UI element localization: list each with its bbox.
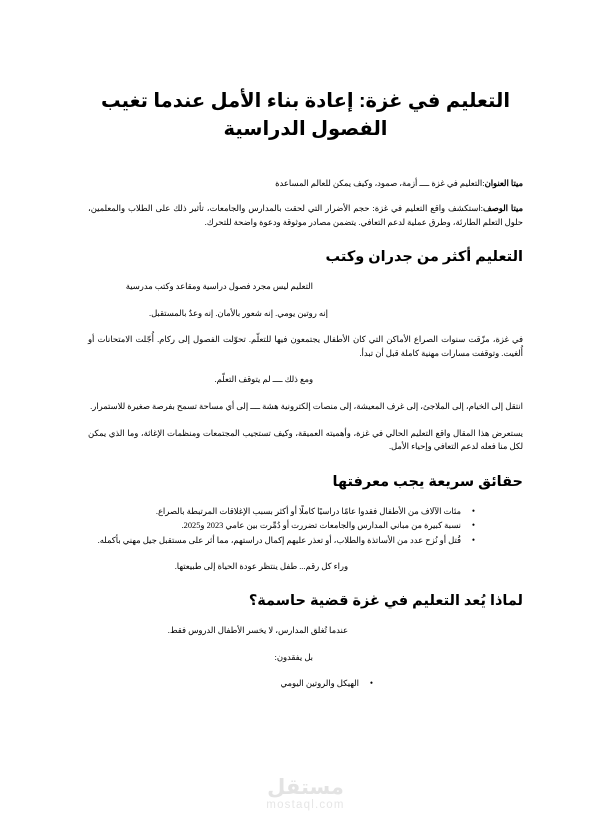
quick-facts-list xyxy=(88,505,523,548)
section-1-paragraph-3: في غزة، مزّقت سنوات الصراع الأماكن التي كان الأطفال يجتمعون فيها للتعلّم. تحوّلت الفصول إلى ركام. أُجّلت الامتحانات أو أُلغيت. وتوقفت مسارات مهنية كاملة قبل أن تبدأ. xyxy=(88,335,523,358)
losses-list xyxy=(88,677,523,691)
meta-description-line xyxy=(88,202,523,229)
watermark-latin-text: mostaql.com xyxy=(266,799,345,812)
page-title: التعليم في غزة: إعادة بناء الأمل عندما تغيب الفصول الدراسية xyxy=(100,90,511,140)
meta-title-line xyxy=(88,177,523,191)
section-1-paragraph-4: ومع ذلك ــــ لم يتوقف التعلّم. xyxy=(214,375,313,385)
section-3-paragraph-2: بل يفقدون: xyxy=(274,652,313,662)
meta-title-value: :التعليم في غزة ــــ أزمة، صمود، وكيف يمكن للعالم المساعدة xyxy=(275,179,485,189)
section-heading-3: لماذا يُعد التعليم في غزة قضية حاسمة؟ xyxy=(248,593,523,610)
meta-description-label: ميتا الوصف xyxy=(482,203,523,213)
document-content xyxy=(88,88,523,703)
section-1-paragraph-5: انتقل إلى الخيام، إلى الملاجئ، إلى غرف المعيشة، إلى منصات إلكترونية هشة ــــ إلى أي مساحة تسمح بفرصة صغيرة للاستمرار. xyxy=(90,402,523,412)
meta-title-label: ميتا العنوان xyxy=(484,179,523,189)
meta-block xyxy=(88,177,523,229)
watermark xyxy=(0,776,611,813)
section-heading-2: حقائق سريعة يجب معرفتها xyxy=(332,473,523,490)
section-1-paragraph-2: إنه روتين يومي. إنه شعور بالأمان. إنه وعدٌ بالمستقبل. xyxy=(148,308,328,318)
meta-description-value: :استكشف واقع التعليم في غزة: حجم الأضرار التي لحقت بالمدارس والجامعات، تأثير ذلك على الطلاب والمعلمين، حلول التعلم الطارئة، وطرق عملية لدعم التعافي. يتضمن مصادر موثوقة ودعوة واضحة للتحرك. xyxy=(88,203,523,227)
list-item: • الهيكل والروتين اليومي xyxy=(88,677,373,691)
section-2-closing: وراء كل رقم... طفل ينتظر عودة الحياة إلى طبيعتها. xyxy=(174,561,348,571)
section-heading-1: التعليم أكثر من جدران وكتب xyxy=(325,249,523,266)
section-1-paragraph-1: التعليم ليس مجرد فصول دراسية ومقاعد وكتب مدرسية xyxy=(125,282,313,292)
section-1-paragraph-6: يستعرض هذا المقال واقع التعليم الحالي في غزة، وأهميته العميقة، وكيف تستجيب المجتمعات ومنظمات الإغاثة، وما الذي يمكن لكل منا فعله لدعم التعافي وإحياء الأمل. xyxy=(88,428,523,452)
section-3-paragraph-1: عندما تُغلق المدارس، لا يخسر الأطفال الدروس فقط. xyxy=(167,626,348,636)
list-item: • نسبة كبيرة من مباني المدارس والجامعات تضررت أو دُمِّرت بين عامي 2023 و2025. xyxy=(88,519,475,533)
list-item: • مئات الآلاف من الأطفال فقدوا عامًا دراسيًا كاملًا أو أكثر بسبب الإغلاقات المرتبطة بالصراع. xyxy=(88,505,475,519)
list-item: • قُتل أو نُزح عدد من الأساتذة والطلاب، أو تعذر عليهم إكمال دراستهم، مما أثر على مستقبل جيل مهني بأكمله. xyxy=(88,534,475,548)
watermark-arabic-text: مستقل xyxy=(267,775,344,800)
